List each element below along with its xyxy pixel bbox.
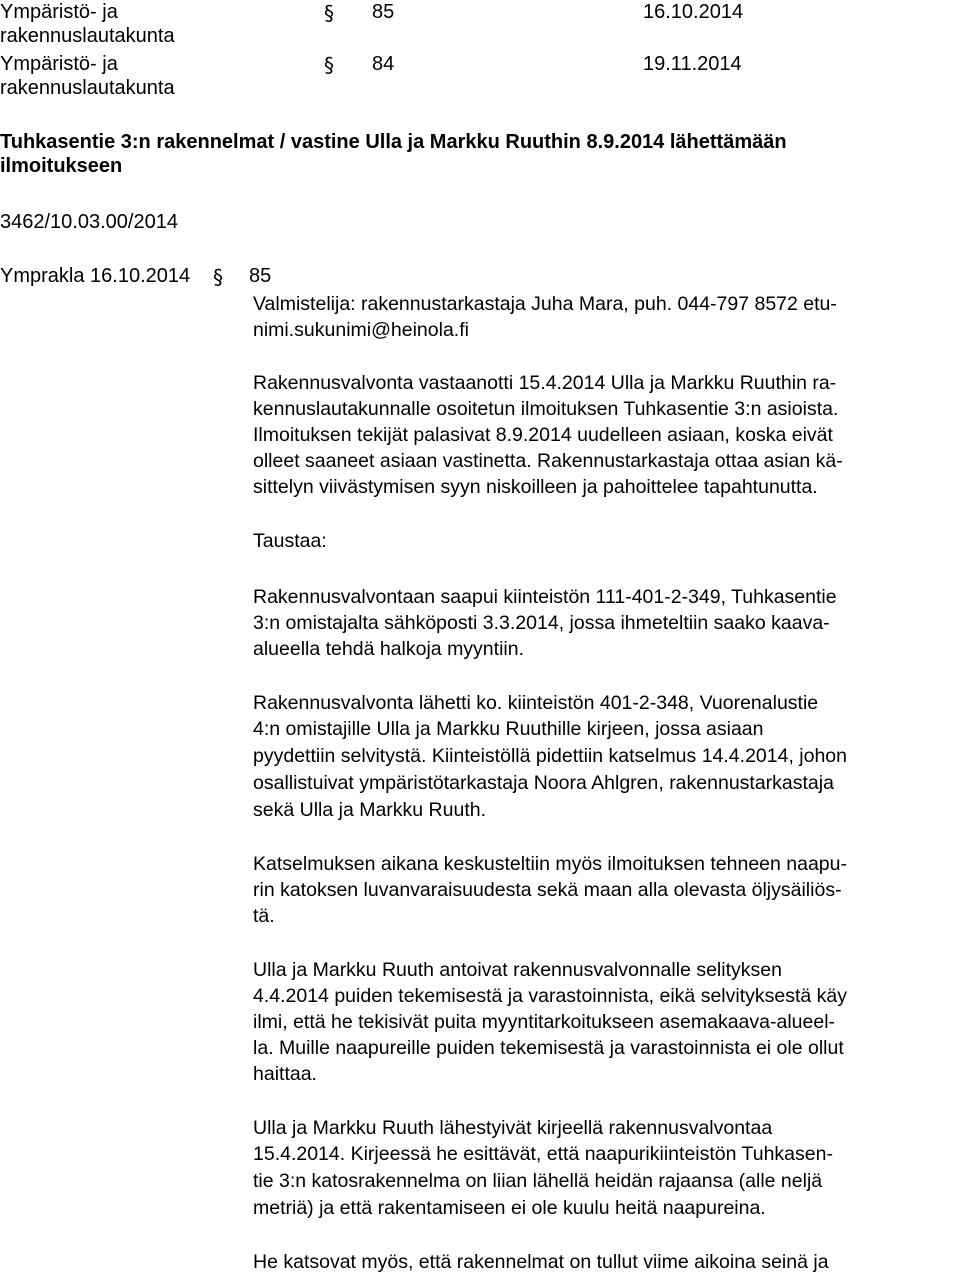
body-line: Ilmoituksen tekijät palasivat 8.9.2014 uudelleen asiaan, koska eivät xyxy=(253,424,833,446)
body-line: rin katoksen luvanvaraisuudesta sekä maan alla olevasta öljysäiliös- xyxy=(253,879,842,901)
paragraph-icon xyxy=(323,54,341,76)
body-line: olleet saaneet asiaan vastinetta. Rakennustarkastaja ottaa asian kä- xyxy=(253,450,843,472)
body-line: kennuslautakunnalle osoitetun ilmoituksen Tuhkasentie 3:n asioista. xyxy=(253,398,839,420)
body-line: 3:n omistajalta sähköposti 3.3.2014, jossa ihmeteltiin saako kaava- xyxy=(253,612,830,634)
organ-line: Ympäristö- ja xyxy=(0,53,118,75)
preparer-line: Valmistelija: rakennustarkastaja Juha Mara, puh. 044-797 8572 etu- xyxy=(253,293,837,315)
body-line: la. Muille naapureille puiden tekemisestä ja varastoinnista ei ole ollut xyxy=(253,1037,844,1059)
body-line: tä. xyxy=(253,905,275,927)
body-line: haittaa. xyxy=(253,1063,317,1085)
body-line: osallistuivat ympäristötarkastaja Noora Ahlgren, rakennustarkastaja xyxy=(253,772,834,794)
case-number: 3462/10.03.00/2014 xyxy=(0,211,178,233)
svg-text:§: § xyxy=(213,266,223,288)
body-line: 15.4.2014. Kirjeessä he esittävät, että naapurikiinteistön Tuhkasen- xyxy=(253,1143,833,1165)
body-line: Rakennusvalvonta vastaanotti 15.4.2014 Ulla ja Markku Ruuthin ra- xyxy=(253,372,837,394)
document-title xyxy=(0,130,787,178)
body-line: Katselmuksen aikana keskusteltiin myös ilmoituksen tehneen naapu- xyxy=(253,853,847,875)
body-line: 4:n omistajille Ulla ja Markku Ruuthille kirjeen, jossa asiaan xyxy=(253,718,764,740)
header-organ-1 xyxy=(0,0,175,48)
body-line: He katsovat myös, että rakennelmat on tullut viime aikoina seinä ja xyxy=(253,1251,829,1273)
title-line: Tuhkasentie 3:n rakennelmat / vastine Ulla ja Markku Ruuthin 8.9.2014 lähettämään xyxy=(0,131,787,153)
paragraph-icon xyxy=(323,2,341,24)
header-date-2: 19.11.2014 xyxy=(643,53,742,75)
body-line: ilmi, että he tekisivät puita myyntitarkoitukseen asemakaava-alueel- xyxy=(253,1011,836,1033)
body-line: Ulla ja Markku Ruuth antoivat rakennusvalvonnalle selityksen xyxy=(253,959,782,981)
header-section-1: 85 xyxy=(372,1,395,23)
header-date-1: 16.10.2014 xyxy=(643,1,744,23)
svg-text:§: § xyxy=(324,54,334,76)
svg-text:§: § xyxy=(324,2,334,24)
body-line: Rakennusvalvontaan saapui kiinteistön 111-401-2-349, Tuhkasentie xyxy=(253,586,837,608)
paragraph-icon xyxy=(212,266,230,288)
preparer-line: nimi.sukunimi@heinola.fi xyxy=(253,319,469,341)
ymprakla-label: Ymprakla 16.10.2014 xyxy=(0,265,191,287)
body-line: metriä) ja että rakentamiseen ei ole kuulu heitä naapureina. xyxy=(253,1197,766,1219)
title-line: ilmoitukseen xyxy=(0,155,123,177)
section-heading-taustaa: Taustaa: xyxy=(253,530,327,552)
header-organ-2 xyxy=(0,52,175,100)
body-line: sittelyn viivästymisen syyn niskoilleen ja pahoittelee tapahtunutta. xyxy=(253,476,818,498)
body-line: Ulla ja Markku Ruuth lähestyivät kirjeellä rakennusvalvontaa xyxy=(253,1117,773,1139)
body-line: 4.4.2014 puiden tekemisestä ja varastoinnista, eikä selvityksestä käy xyxy=(253,985,847,1007)
organ-line: rakennuslautakunta xyxy=(0,77,175,99)
body-line: alueella tehdä halkoja myyntiin. xyxy=(253,638,525,660)
body-line: sekä Ulla ja Markku Ruuth. xyxy=(253,799,487,821)
organ-line: rakennuslautakunta xyxy=(0,25,175,47)
header-section-2: 84 xyxy=(372,53,395,75)
body-line: Rakennusvalvonta lähetti ko. kiinteistön 401-2-348, Vuorenalustie xyxy=(253,692,819,714)
body-line: pyydettiin selvitystä. Kiinteistöllä pidettiin katselmus 14.4.2014, johon xyxy=(253,745,847,767)
ymprakla-section: 85 xyxy=(249,265,272,287)
organ-line: Ympäristö- ja xyxy=(0,1,118,23)
body-line: tie 3:n katosrakennelma on liian lähellä heidän rajaansa (alle neljä xyxy=(253,1170,823,1192)
